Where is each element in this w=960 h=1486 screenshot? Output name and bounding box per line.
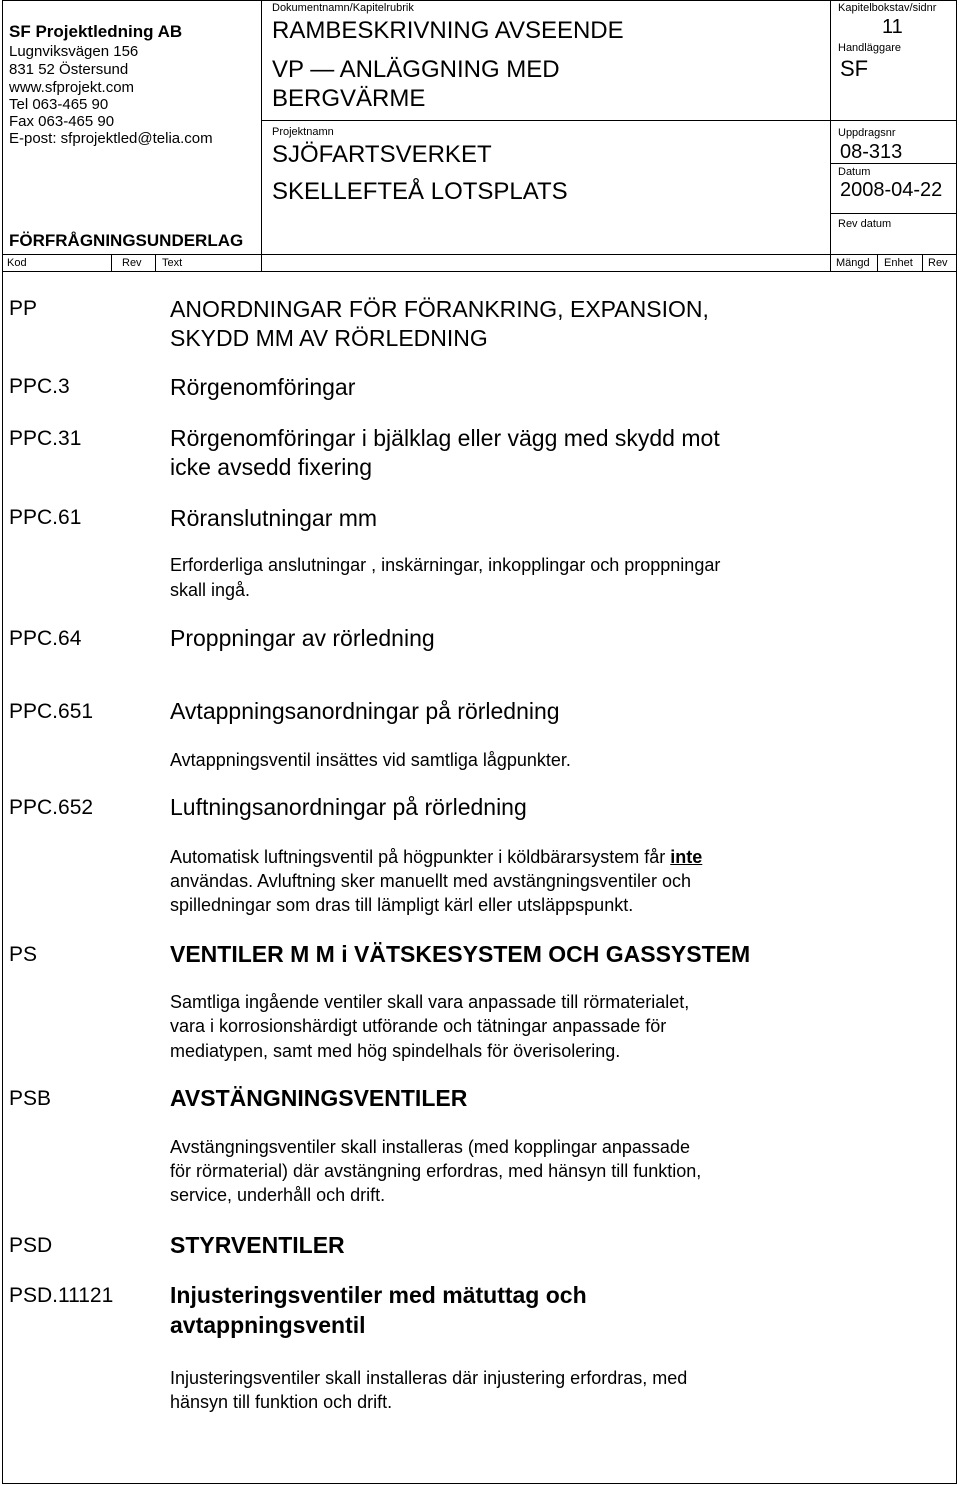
header-divider — [111, 255, 112, 272]
chapter-label: Kapitelbokstav/sidnr — [838, 2, 937, 14]
code-pp: PP — [9, 297, 38, 320]
project-label: Projektnamn — [272, 126, 334, 138]
text-ppc651: Avtappningsventil insättes vid samtliga lågpunkter. — [170, 750, 571, 770]
heading-psd11121-line1: Injusteringsventiler med mätuttag och — [170, 1282, 587, 1308]
company-email: E-post: sfprojektled@telia.com — [9, 130, 213, 147]
text-ps-line1: Samtliga ingående ventiler skall vara anpassade till rörmaterialet, — [170, 992, 690, 1012]
code-ppc652: PPC.652 — [9, 796, 94, 819]
company-web: www.sfprojekt.com — [9, 79, 135, 96]
company-name: SF Projektledning AB — [9, 22, 183, 41]
text-psb-line2: för rörmaterial) där avstängning erfordras, med hänsyn till funktion, — [170, 1161, 702, 1181]
header-rule — [831, 213, 956, 214]
header-rule — [2, 271, 957, 272]
project-name-line1: SJÖFARTSVERKET — [272, 141, 492, 168]
assignment-value: 08-313 — [840, 141, 903, 163]
column-rev: Rev — [122, 257, 142, 269]
text-ppc652-line2: användas. Avluftning sker manuellt med avstängningsventiler och — [170, 871, 691, 891]
heading-pp-line1: ANORDNINGAR FÖR FÖRANKRING, EXPANSION, — [170, 296, 709, 322]
heading-ppc3: Rörgenomföringar — [170, 374, 356, 400]
assignment-label: Uppdragsnr — [838, 127, 896, 139]
code-ppc651: PPC.651 — [9, 700, 94, 723]
heading-ppc64: Proppningar av rörledning — [170, 625, 435, 651]
header-divider — [922, 255, 923, 272]
text-psb-line3: service, underhåll och drift. — [170, 1185, 386, 1205]
heading-ps: VENTILER M M i VÄTSKESYSTEM OCH GASSYSTEM — [170, 941, 751, 967]
header-divider — [830, 0, 831, 272]
document-header — [2, 0, 957, 272]
chapter-value: 11 — [882, 16, 903, 38]
text-ps-line2: vara i korrosionshärdigt utförande och tätningar anpassade för — [170, 1016, 667, 1036]
project-name-line2: SKELLEFTEÅ LOTSPLATS — [272, 178, 568, 205]
company-postal: 831 52 Östersund — [9, 61, 129, 78]
text-psd11121-line2: hänsyn till funktion och drift. — [170, 1392, 393, 1412]
doc-title-line2: VP — ANLÄGGNING MED — [272, 56, 560, 83]
heading-ppc31-line1: Rörgenomföringar i bjälklag eller vägg med skydd mot — [170, 425, 720, 451]
header-divider — [155, 255, 156, 272]
heading-ppc651: Avtappningsanordningar på rörledning — [170, 698, 560, 724]
column-text: Text — [162, 257, 183, 269]
heading-pp-line2: SKYDD MM AV RÖRLEDNING — [170, 325, 488, 351]
text-ppc652-line1-main: Automatisk luftningsventil på högpunkter i köldbärarsystem får — [170, 847, 671, 867]
doc-title-line3: BERGVÄRME — [272, 85, 426, 112]
text-ppc652-line1 — [170, 845, 702, 870]
code-psd11121: PSD.11121 — [9, 1284, 114, 1307]
date-label: Datum — [838, 166, 871, 178]
text-psd11121-line1: Injusteringsventiler skall installeras där injustering erfordras, med — [170, 1368, 688, 1388]
text-ppc61-line2: skall ingå. — [170, 580, 251, 600]
heading-ppc31-line2: icke avsedd fixering — [170, 454, 372, 480]
column-rev2: Rev — [928, 257, 948, 269]
heading-psd: STYRVENTILER — [170, 1232, 345, 1258]
text-ps-line3: mediatypen, samt med hög spindelhals för överisolering. — [170, 1041, 621, 1061]
text-psb-line1: Avstängningsventiler skall installeras (med kopplingar anpassade — [170, 1137, 690, 1157]
header-rule — [831, 120, 956, 121]
company-fax: Fax 063-465 90 — [9, 113, 115, 130]
column-mangd: Mängd — [836, 257, 870, 269]
doc-title-line1: RAMBESKRIVNING AVSEENDE — [272, 17, 624, 44]
company-street: Lugnviksvägen 156 — [9, 43, 139, 60]
document-type: FÖRFRÅGNINGSUNDERLAG — [9, 231, 244, 250]
code-ppc31: PPC.31 — [9, 427, 82, 450]
handler-label: Handläggare — [838, 42, 901, 54]
column-kod: Kod — [7, 257, 27, 269]
handler-value: SF — [840, 56, 869, 81]
date-value: 2008-04-22 — [840, 179, 943, 201]
heading-ppc652: Luftningsanordningar på rörledning — [170, 794, 527, 820]
code-ppc3: PPC.3 — [9, 375, 70, 398]
column-enhet: Enhet — [884, 257, 913, 269]
text-ppc61-line1: Erforderliga anslutningar , inskärningar, inkopplingar och proppningar — [170, 555, 721, 575]
code-psb: PSB — [9, 1087, 52, 1110]
header-divider — [261, 0, 262, 272]
text-ppc652-line3: spilledningar som dras till lämpligt kärl eller utsläppspunkt. — [170, 895, 634, 915]
text-ppc652-emphasis: inte — [670, 847, 703, 867]
header-rule — [2, 254, 957, 255]
doc-label: Dokumentnamn/Kapitelrubrik — [272, 2, 414, 14]
header-divider — [877, 255, 878, 272]
code-ps: PS — [9, 943, 38, 966]
heading-psd11121-line2: avtappningsventil — [170, 1312, 366, 1338]
rev-date-label: Rev datum — [838, 218, 892, 230]
heading-psb: AVSTÄNGNINGSVENTILER — [170, 1085, 468, 1111]
heading-ppc61: Röranslutningar mm — [170, 505, 378, 531]
company-tel: Tel 063-465 90 — [9, 96, 109, 113]
code-ppc61: PPC.61 — [9, 506, 82, 529]
code-psd: PSD — [9, 1234, 53, 1257]
header-rule — [262, 120, 830, 121]
code-ppc64: PPC.64 — [9, 627, 82, 650]
